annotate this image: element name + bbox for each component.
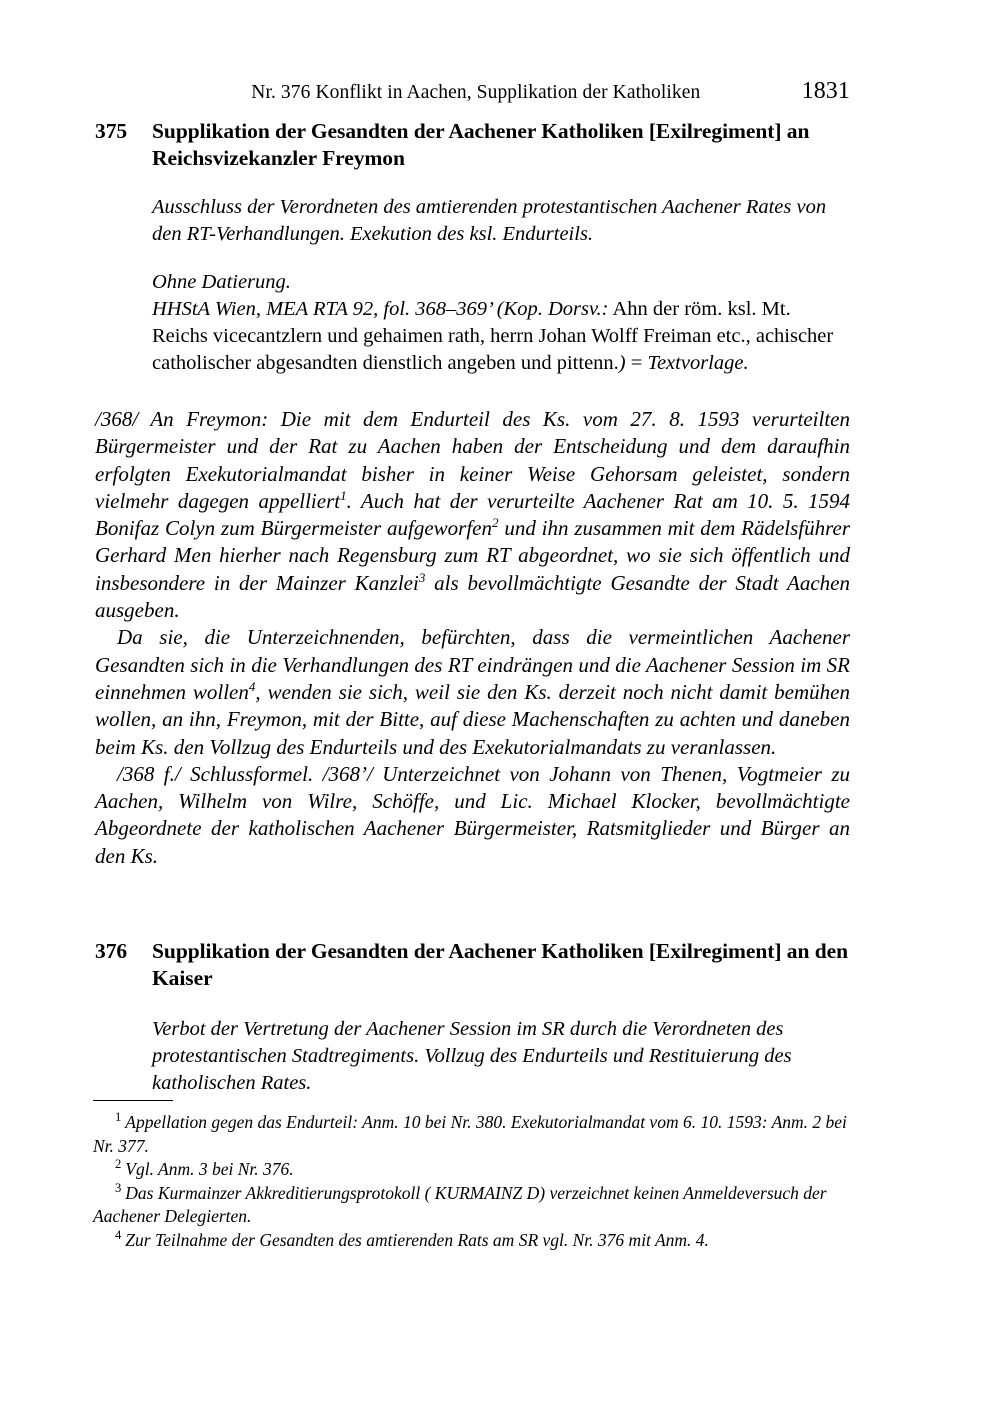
section-heading-375 [95,118,850,172]
footnote-ref-4[interactable]: 4 [248,678,256,694]
section-number: 376 [95,939,128,964]
paragraph-text: /368 f./ Schlussformel. /368’/ Unterzeichnet von Johann von Thenen, Vogtmeier zu Aachen, Wilhelm von Wilre, Schöffe, und Lic. Michael Klocker, bevollmächtigte Abgeordnete der katholischen Aachener Bürgermeister, Ratsmitglieder und Bürger an den Ks. [95,761,850,868]
footnote-marker: 3 [115,1180,122,1195]
section-regest-375: Ausschluss der Verordneten des amtierenden protestantischen Aachener Rates von den RT-Verhandlungen. Exekution des ksl. Endurteils. [152,196,827,245]
source-equals: = [625,352,648,374]
footnote-area [93,1100,853,1252]
running-head-title: Nr. 376 Konflikt in Aachen, Supplikation der Katholiken [251,82,701,103]
source-dorsal-note: Ahn der röm. ksl. Mt. Reichs vicecantzlern und gehaimen rath, herrn Johan Wolff Freiman etc., achischer catholischer abgesandten dienstlich angeben und pittenn. [152,298,834,374]
section-dating-375: Ohne Datierung. [152,271,291,293]
paragraph-text: , wenden sie sich, weil sie den Ks. derzeit noch nicht damit bemühen wollen, an ihn, Freymon, mit der Bitte, auf diese Machenschaften zu achten und daneben beim Ks. den Vollzug des Endurteils und des Exekutorialmandats zu veranlassen. [95,679,850,759]
paragraph-text: /368/ An Freymon: Die mit dem Endurteil des Ks. vom 27. 8. 1593 verurteilten Bürgermeister und der Rat zu Aachen haben der Entscheidung und dem daraufhin erfolgten Exekutorialmandat bisher in keiner Weise Gehorsam geleistet, sondern vielmehr dagegen appelliert [95,407,850,513]
source-textvorlage: Textvorlage. [647,352,749,374]
section-number: 375 [95,119,128,143]
section-title: Supplikation der Gesandten der Aachener Katholiken [Exilregiment] an den Kaiser [152,939,849,991]
footnote-marker: 4 [115,1227,122,1242]
footnote-1 [93,1111,853,1158]
footnote-ref-2[interactable]: 2 [492,515,499,531]
body-paragraph-3 [95,761,850,870]
body-paragraph-2 [95,624,850,760]
footnote-2 [93,1158,853,1182]
footnote-ref-3[interactable]: 3 [418,569,426,585]
footnote-ref-1[interactable]: 1 [340,487,347,503]
footnote-4 [93,1229,853,1253]
paragraph-text: als bevollmächtigte Gesandte der Stadt Aachen ausgeben. [95,570,850,623]
source-paren-close: ) [618,352,626,374]
footnote-text: Zur Teilnahme der Gesandten des amtierenden Rats am SR vgl. Nr. 376 mit Anm. 4. [125,1229,709,1250]
footnote-separator-rule [93,1100,173,1101]
footnote-marker: 1 [115,1110,122,1125]
section-source-375 [152,296,850,377]
section-regest-376: Verbot der Vertretung der Aachener Session im SR durch die Verordneten des protestantischen Stadtregiments. Vollzug des Endurteils und Restituierung des katholischen Rates. [152,1018,792,1095]
footnote-marker: 2 [115,1157,122,1172]
paragraph-text: und ihn zusammen mit dem Rädelsführer Gerhard Men hierher nach Regensburg zum RT abgeordnet, wo sie sich öffentlich und insbesondere in der Mainzer Kanzlei [95,516,850,595]
body-paragraph-1 [95,406,850,624]
section-title: Supplikation der Gesandten der Aachener Katholiken [Exilregiment] an Reichsvizekanzler Freymon [152,119,810,170]
source-archive-ref: HHStA Wien, MEA RTA 92, fol. 368–369’ (Kop. Dorsv.: [152,298,609,320]
paragraph-text: Da sie, die Unterzeichnenden, befürchten, dass die vermeintlichen Aachener Gesandten sich in die Verhandlungen des RT eindrängen und die Aachener Session im SR einnehmen wollen [95,625,850,704]
running-head [95,78,850,104]
paragraph-text: . Auch hat der verurteilte Aachener Rat am 10. 5. 1594 Bonifaz Colyn zum Bürgermeister aufgeworfen [95,488,850,541]
footnote-text: Vgl. Anm. 3 bei Nr. 376. [125,1159,294,1179]
footnote-text: Appellation gegen das Endurteil: Anm. 10 bei Nr. 380. Exekutorialmandat vom 6. 10. 1593: Anm. 2 bei Nr. 377. [93,1112,847,1156]
footnote-3 [93,1182,853,1229]
page-number: 1831 [801,78,850,104]
section-heading-376 [95,938,850,992]
footnote-text: Das Kurmainzer Akkreditierungsprotokoll ( KURMAINZ D) verzeichnet keinen Anmeldeversuch der Aachener Delegierten. [93,1182,827,1226]
content-column [95,118,850,1097]
